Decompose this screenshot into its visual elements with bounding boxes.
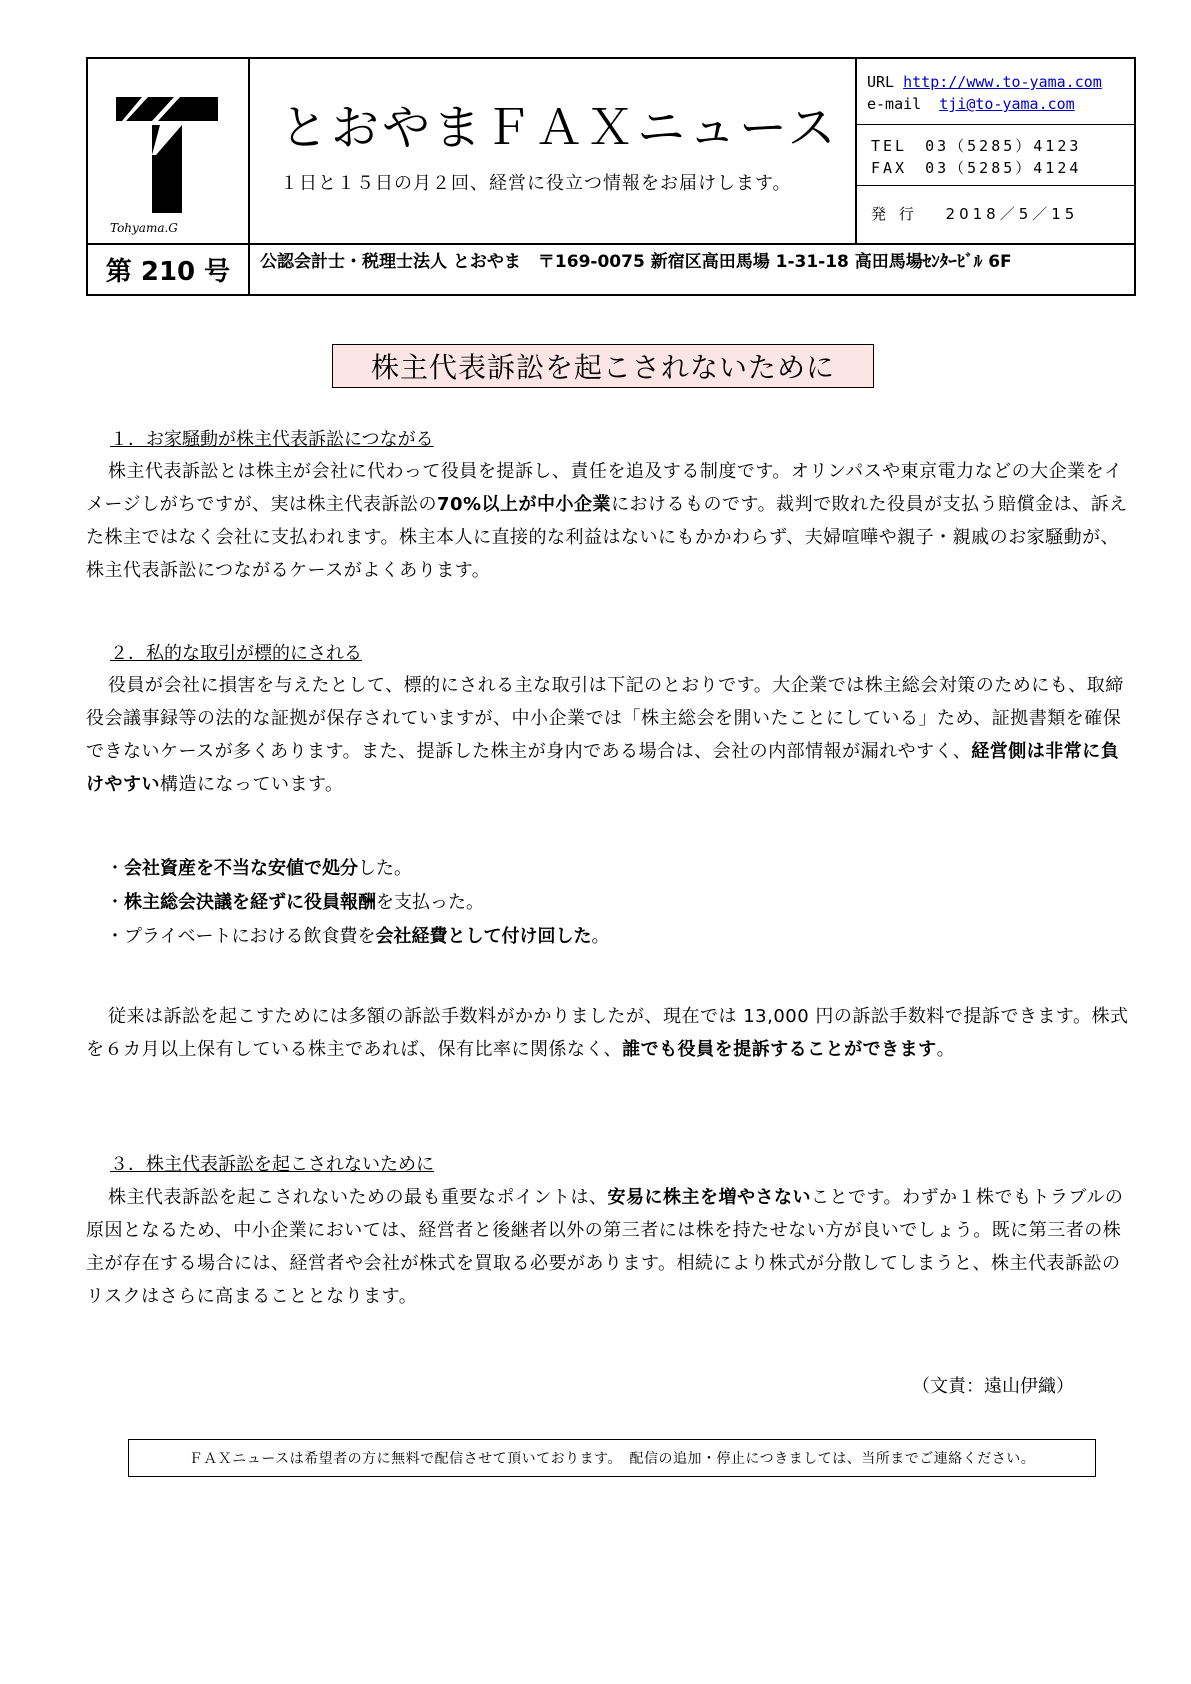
newsletter-title: とおやまＦＡＸニュース — [280, 100, 839, 156]
bullet-list — [106, 852, 609, 954]
contact-web — [867, 71, 1102, 115]
issue-number: 第 210 号 — [88, 245, 250, 294]
logo-caption: Tohyama.G — [110, 221, 178, 235]
article-headline: 株主代表訴訟を起こされないために — [332, 344, 874, 388]
url-label: URL — [867, 73, 895, 91]
list-item: ・会社資産を不当な安値で処分した。 — [106, 858, 412, 879]
section-title: ２．私的な取引が標的にされる — [110, 643, 362, 664]
section-title: ３．株主代表訴訟を起こされないために — [110, 1154, 434, 1175]
newsletter-subtitle: １日と１５日の月２回、経営に役立つ情報をお届けします。 — [280, 173, 792, 194]
logo-cell — [88, 59, 250, 243]
list-item: ・プライベートにおける飲食費を会社経費として付け回した。 — [106, 926, 610, 947]
section-paragraph: 株主代表訴訟を起こされないための最も重要なポイントは、安易に株主を増やさないことです。わずか１株でもトラブルの原因となるため、中小企業においては、経営者と後継者以外の第三者には株を持たせない方が良いでしょう。既に第三者の株主が存在する場合には、経営者や会社が株式を買取る必要があります。相続により株式が分散してしまうと、株主代表訴訟のリスクはさらに高まることとなります。 — [86, 1187, 1124, 1307]
section-paragraph: 株主代表訴訟とは株主が会社に代わって役員を提訴し、責任を追及する制度です。オリンパスや東京電力などの大企業をイメージしがちですが、実は株主代表訴訟の70%以上が中小企業におけるものです。裁判で敗れた役員が支払う賠償金は、訴えた株主ではなく会社に支払われます。株主本人に直接的な利益はないにもかかわらず、夫婦喧嘩や親子・親戚のお家騒動が、株主代表訴訟につながるケースがよくあります。 — [86, 461, 1128, 581]
author-signature: （文責：遠山伊織） — [912, 1376, 1074, 1397]
contact-cell — [857, 59, 1136, 243]
issue-date: 発 行 2018／5／15 — [871, 205, 1079, 223]
website-link[interactable]: http://www.to-yama.com — [903, 73, 1102, 91]
list-item: ・株主総会決議を経ずに役員報酬を支払った。 — [106, 892, 484, 913]
contact-divider — [857, 124, 1136, 125]
contact-phone — [871, 135, 1081, 179]
email-label: e-mail — [867, 95, 922, 113]
fax-number: FAX 03（5285）4124 — [871, 159, 1082, 177]
section-paragraph: 役員が会社に損害を与えたとして、標的にされる主な取引は下記のとおりです。大企業では株主総会対策のためにも、取締役会議事録等の法的な証拠が保存されていますが、中小企業では「株主総会を開いたことにしている」ため、証拠書類を確保できないケースが多くあります。また、提訴した株主が身内である場合は、会社の内部情報が漏れやすく、経営側は非常に負けやすい構造になっています。 — [86, 675, 1124, 795]
contact-divider — [857, 185, 1136, 186]
header-table — [86, 57, 1136, 296]
firm-address: 公認会計士・税理士法人 とおやま 〒169-0075 新宿区高田馬場 1-31-18 高田馬場ｾﾝﾀｰﾋﾞﾙ 6F — [260, 252, 1012, 272]
email-link[interactable]: tji@to-yama.com — [939, 95, 1075, 113]
title-cell — [250, 59, 857, 243]
section-paragraph: 従来は訴訟を起こすためには多額の訴訟手数料がかかりましたが、現在では 13,000 円の訴訟手数料で提訴できます。株式を６カ月以上保有している株主であれば、保有比率に関係なく、誰でも役員を提訴することができます。 — [86, 1006, 1129, 1060]
tel-number: TEL 03（5285）4123 — [871, 137, 1082, 155]
section-title: １．お家騒動が株主代表訴訟につながる — [110, 429, 434, 450]
tohyama-logo-icon — [112, 95, 222, 215]
footer-notice: ＦＡＸニュースは希望者の方に無料で配信させて頂いております。 配信の追加・停止につきましては、当所までご連絡ください。 — [128, 1439, 1096, 1477]
